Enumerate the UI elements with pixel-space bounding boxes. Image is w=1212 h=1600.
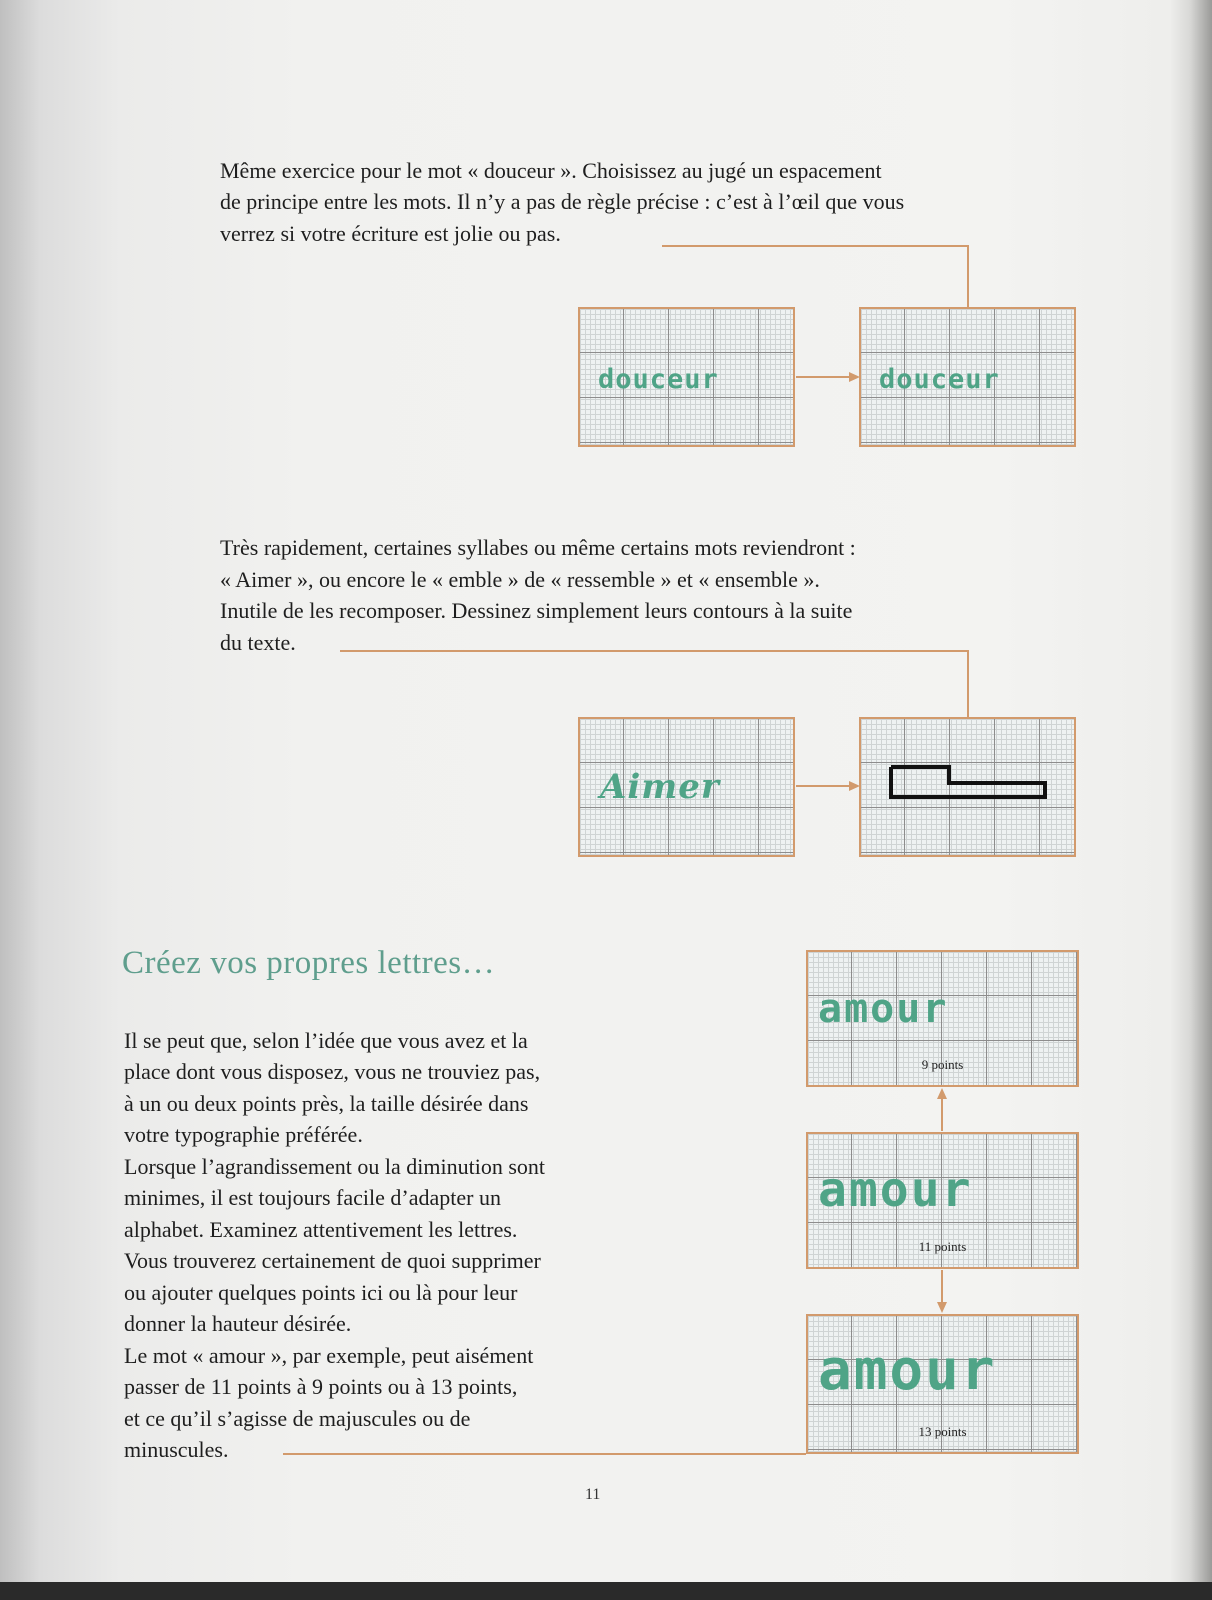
page-number: 11 — [585, 1486, 601, 1503]
leader-line-douceur — [662, 246, 968, 307]
text-line: minuscules. — [124, 1437, 229, 1462]
text-line: Vous trouverez certainement de quoi supprimer — [124, 1248, 541, 1273]
text-line: verrez si votre écriture est jolie ou pas. — [220, 221, 561, 246]
text-line: Il se peut que, selon l’idée que vous avez et la — [124, 1028, 528, 1053]
text-line: Lorsque l’agrandissement ou la diminution sont — [124, 1154, 545, 1179]
text-line: alphabet. Examinez attentivement les lettres. — [124, 1217, 518, 1242]
size-caption: 13 points — [918, 1424, 967, 1439]
text-line: passer de 11 points à 9 points ou à 13 points, — [124, 1374, 518, 1399]
text-line: votre typographie préférée. — [124, 1122, 363, 1147]
text-line: Très rapidement, certaines syllabes ou même certains mots reviendront : — [220, 535, 856, 560]
size-caption: 11 points — [918, 1239, 967, 1254]
leader-line-aimer — [340, 651, 968, 717]
section-heading: Créez vos propres lettres… — [122, 945, 496, 981]
text-line: Le mot « amour », par exemple, peut aisément — [124, 1343, 534, 1368]
stitched-word-amour: amour — [818, 1162, 973, 1218]
text-line: minimes, il est toujours facile d’adapter un — [124, 1185, 501, 1210]
stitched-word-amour: amour — [818, 1338, 997, 1403]
text-line: du texte. — [220, 630, 296, 655]
scan-bottom-edge — [0, 1582, 1212, 1600]
text-line: de principe entre les mots. Il n’y a pas de règle précise : c’est à l’œil que vous — [220, 189, 905, 214]
text-line: Même exercice pour le mot « douceur ». Choisissez au jugé un espacement — [220, 158, 882, 183]
stitched-word-douceur: douceur — [879, 364, 1000, 395]
text-line: et ce qu’il s’agisse de majuscules ou de — [124, 1406, 471, 1431]
stitched-word-aimer: Aimer — [600, 767, 720, 807]
size-caption: 9 points — [921, 1057, 964, 1072]
text-line: « Aimer », ou encore le « emble » de « ressemble » et « ensemble ». — [220, 567, 820, 592]
text-line: ou ajouter quelques points ici ou là pour leur — [124, 1280, 518, 1305]
text-line: donner la hauteur désirée. — [124, 1311, 352, 1336]
stitched-word-amour: amour — [818, 986, 949, 1032]
stitched-word-douceur: douceur — [598, 364, 719, 395]
text-line: Inutile de les recomposer. Dessinez simplement leurs contours à la suite — [220, 598, 853, 623]
text-line: à un ou deux points près, la taille désirée dans — [124, 1091, 529, 1116]
text-line: place dont vous disposez, vous ne trouviez pas, — [124, 1059, 541, 1084]
